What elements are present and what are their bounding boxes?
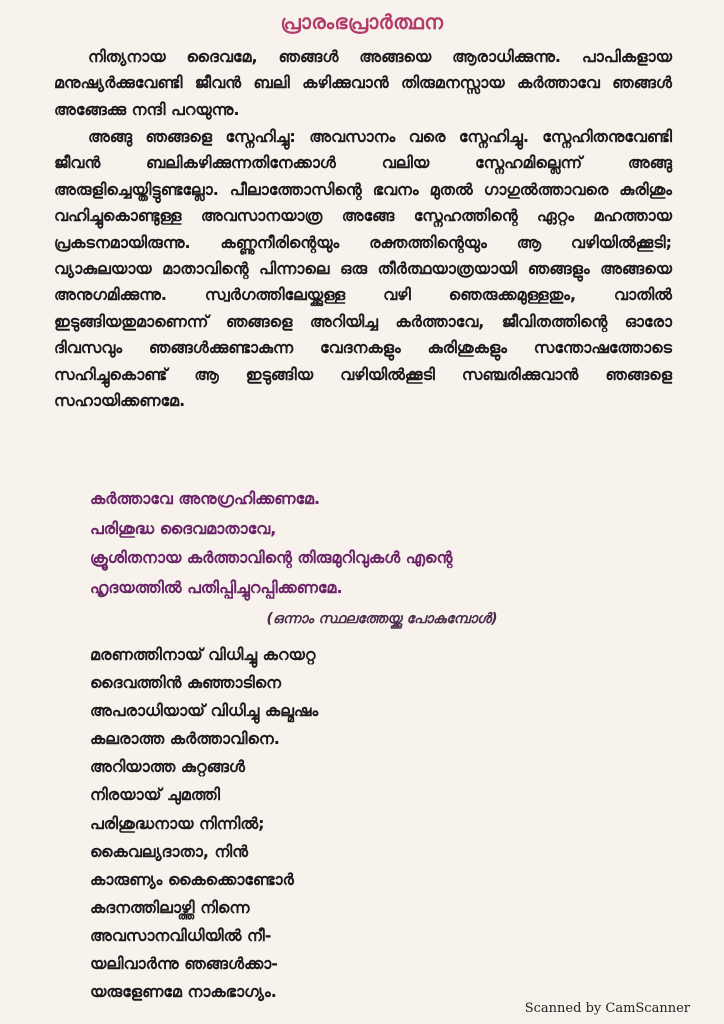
intro-paragraph-1	[54, 44, 672, 123]
verse-line: അറിയാത്ത കുറ്റങ്ങൾ	[90, 757, 245, 777]
verse-line: യരുളേണമേ നാകഭാഗ്യം.	[90, 982, 277, 1002]
hymn-verse	[90, 641, 510, 1006]
scanner-watermark: Scanned by CamScanner	[524, 1001, 690, 1016]
verse-line: നിരയായ് ചുമത്തി	[90, 785, 220, 805]
page-title: പ്രാരംഭപ്രാർത്ഥന	[280, 10, 444, 34]
verse-line: ദൈവത്തിൻ കുഞ്ഞാടിനെ	[90, 673, 282, 693]
paragraph-text: നിത്യനായ ദൈവമേ, ഞങ്ങൾ അങ്ങയെ ആരാധിക്കുന്നു. പാപികളായ മനുഷ്യർക്കുവേണ്ടി ജീവൻ ബലി കഴിക്കുവാൻ തിരുമനസ്സായ കർത്താവേ ഞങ്ങൾ അങ്ങേക്കു നന്ദി പറയുന്നു.	[54, 47, 672, 119]
prayer-block	[90, 484, 650, 602]
intro-paragraph-2	[54, 124, 672, 414]
prayer-line: ഹൃദയത്തിൽ പതിപ്പിച്ചുറപ്പിക്കണമേ.	[90, 577, 343, 597]
verse-line: അപരാധിയായ് വിധിച്ചു കല്മഷം	[90, 701, 319, 721]
station-heading: (ഒന്നാം സ്ഥലത്തേയ്ക്കു പോകുമ്പോൾ)	[266, 611, 498, 627]
verse-line: കാരുണ്യം കൈക്കൊണ്ടോർ	[90, 869, 294, 889]
verse-line: യലിവാർന്നു ഞങ്ങൾക്കാ-	[90, 954, 278, 974]
prayer-line: പരിശുദ്ധ ദൈവമാതാവേ,	[90, 518, 277, 538]
verse-line: കദനത്തിലാഴ്ത്തി നിന്നെ	[90, 897, 250, 917]
prayer-line: ക്രൂശിതനായ കർത്താവിന്റെ തിരുമുറിവുകൾ എന്റെ	[90, 548, 453, 567]
verse-line: കലരാത്ത കർത്താവിനെ.	[90, 729, 280, 749]
verse-line: മരണത്തിനായ് വിധിച്ചു കറയറ്റ	[90, 645, 316, 664]
verse-line: പരിശുദ്ധനായ നിന്നിൽ;	[90, 813, 265, 833]
verse-line: അവസാനവിധിയിൽ നീ-	[90, 925, 272, 945]
prayer-line: കർത്താവേ അനുഗ്രഹിക്കണമേ.	[90, 489, 321, 508]
paragraph-text: അങ്ങു ഞങ്ങളെ സ്നേഹിച്ചു: അവസാനം വരെ സ്നേഹിച്ചു. സ്നേഹിതനുവേണ്ടി ജീവൻ ബലികഴിക്കുന്നതിനേക്കാൾ വലിയ സ്നേഹമില്ലെന്ന് അങ്ങു അരുളിച്ചെയ്തിട്ടുണ്ടല്ലോ. പീലാത്തോസിന്റെ ഭവനം മുതൽ ഗാഗുൽത്താവരെ കുരിശും വഹിച്ചുകൊണ്ടുള്ള അവസാനയാത്ര അങ്ങേ സ്നേഹത്തിന്റെ ഏറ്റം മഹത്തായ പ്രകടനമായിരുന്നു. കണ്ണുനീരിന്റെയും രക്തത്തിന്റെയും ആ വഴിയിൽക്കൂടി; വ്യാകുലയായ മാതാവിന്റെ പിന്നാലെ ഒരു തീർത്ഥയാത്രയായി ഞങ്ങളും അങ്ങയെ അനുഗമിക്കുന്നു. സ്വർഗത്തിലേയ്ക്കുള്ള വഴി ഞെരുക്കമുള്ളതും, വാതിൽ ഇടുങ്ങിയതുമാണെന്ന് ഞങ്ങളെ അറിയിച്ച കർത്താവേ, ജീവിതത്തിന്റെ ഓരോ ദിവസവും ഞങ്ങൾക്കുണ്ടാകുന്ന വേദനകളും കുരിശുകളും സന്തോഷത്തോടെ സഹിച്ചുകൊണ്ട് ആ ഇടുങ്ങിയ വഴിയിൽക്കൂടി സഞ്ചരിക്കുവാൻ ഞങ്ങളെ സഹായിക്കണമേ.	[54, 127, 672, 411]
verse-line: കൈവല്യദാതാ, നിൻ	[90, 841, 249, 861]
